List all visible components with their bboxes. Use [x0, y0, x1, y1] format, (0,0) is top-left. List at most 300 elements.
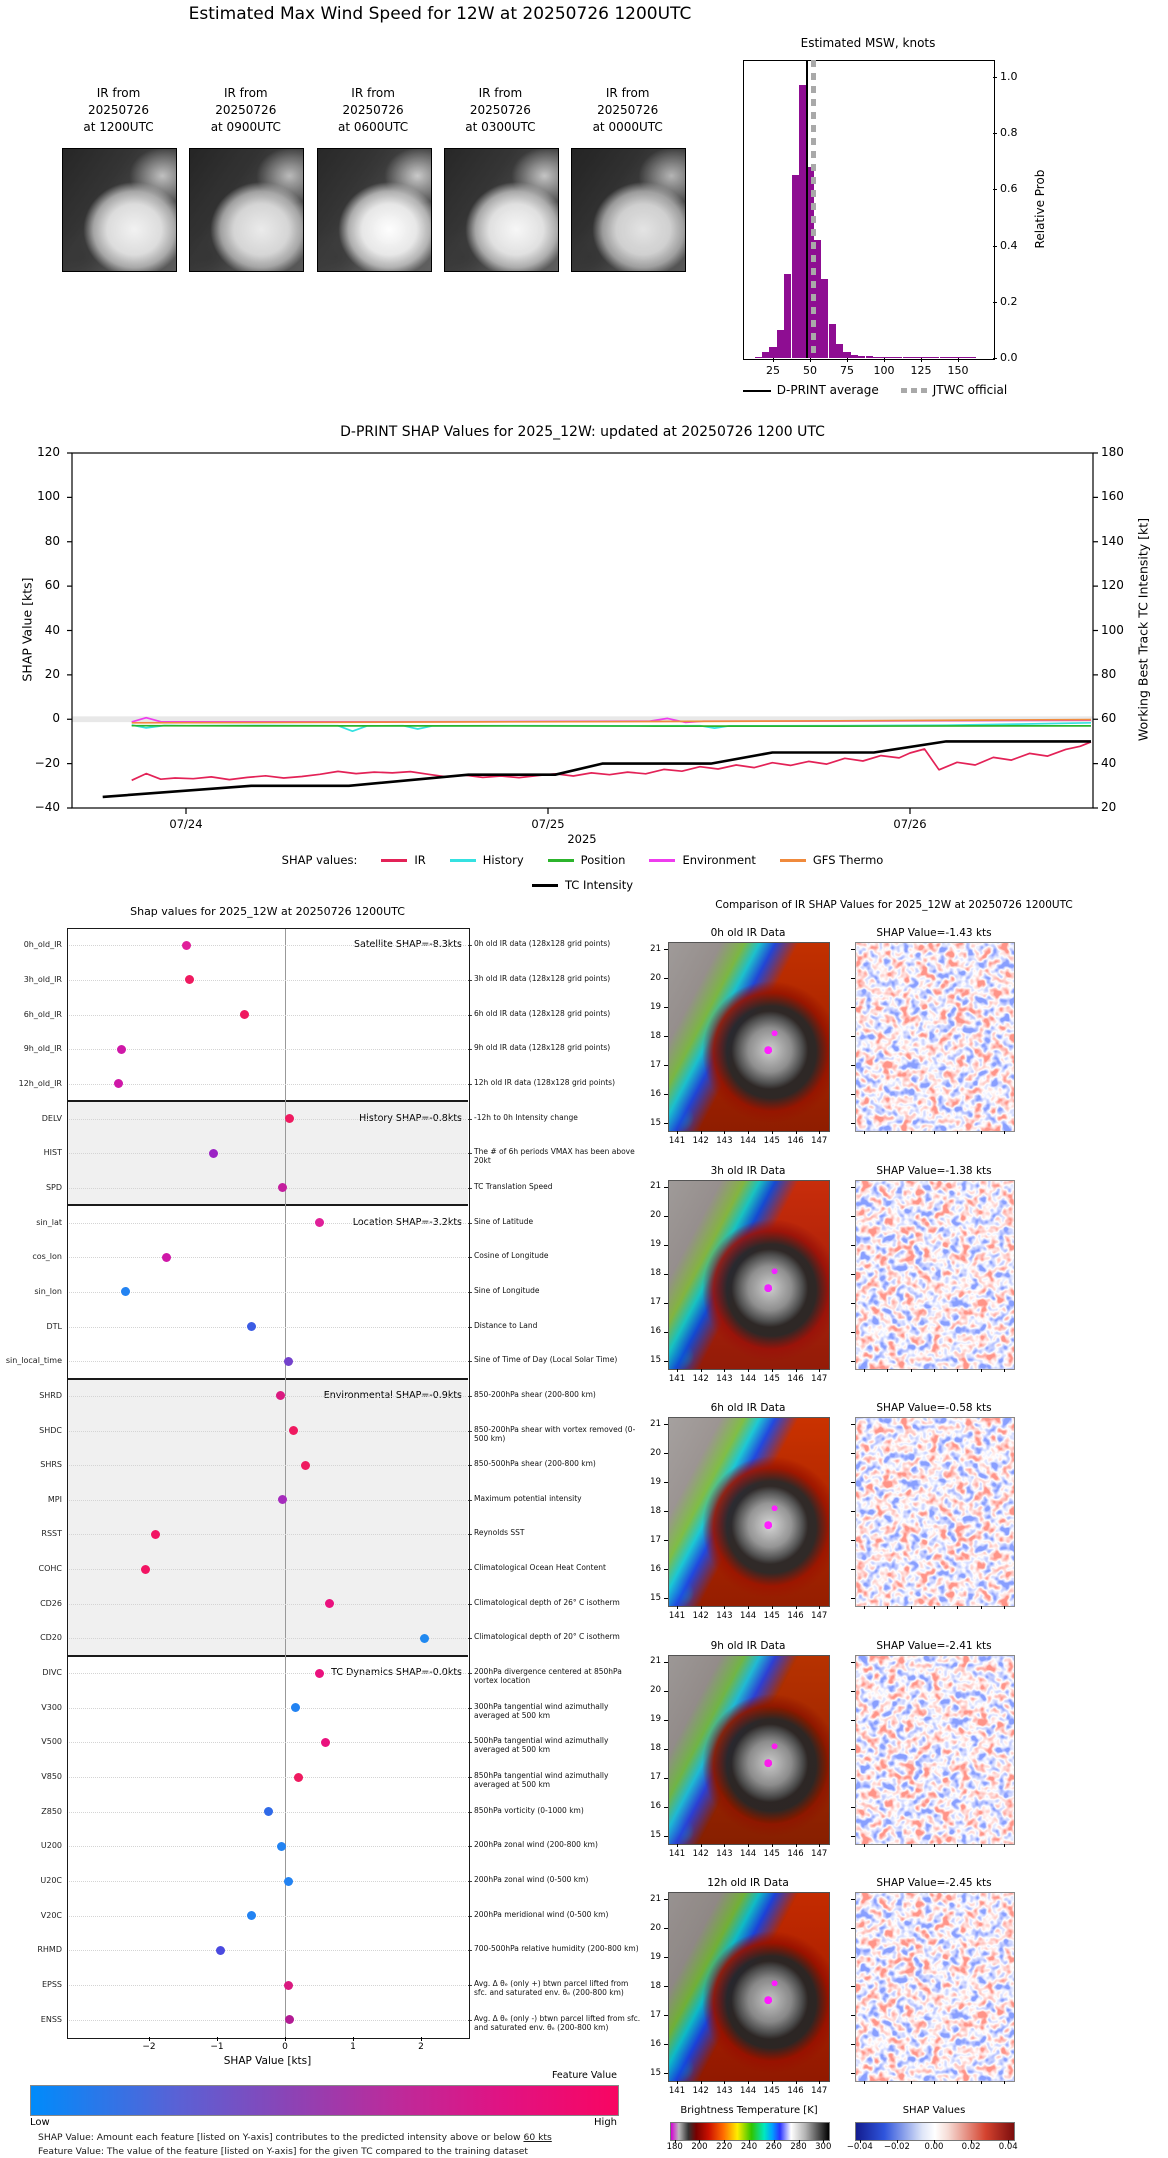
shap-map-xtick-mark — [957, 1844, 958, 1847]
shap-map-xtick-mark — [887, 1606, 888, 1609]
shap-map-xtick-mark — [864, 1606, 865, 1609]
histogram-ytick-label: 1.0 — [1000, 70, 1018, 83]
ir-map-ytick-label: 17 — [650, 2009, 661, 2020]
ir-map-xtick-label: 141 — [668, 1611, 686, 1621]
ir-map-ytick-label: 17 — [650, 1297, 661, 1307]
histogram-xtick-label: 150 — [947, 364, 969, 377]
shap-map-title: SHAP Value=-2.45 kts — [876, 1877, 992, 1889]
ir-map-xtick-mark — [772, 1369, 773, 1372]
timeseries-plot-box — [72, 453, 1093, 808]
dotplot-section-label: TC Dynamics SHAP=-0.0kts — [331, 1667, 462, 1679]
right-ytick-label: 20 — [1101, 800, 1117, 814]
shap-noise-field — [856, 943, 1014, 1131]
shap-map-ytick-mark — [851, 1187, 855, 1188]
jtwc-legend-item: JTWC official — [901, 383, 1008, 397]
shap-map-ytick-mark — [851, 2073, 855, 2074]
ir-map-ytick-mark — [664, 2073, 668, 2074]
series-line-ir — [132, 742, 1091, 780]
dotplot-feature-desc: The # of 6h periods VMAX has been above 20kt — [474, 1147, 635, 1166]
ir-map-xtick-mark — [701, 1369, 702, 1372]
timeseries-ylabel-right: Working Best Track TC Intensity [kt] — [1135, 517, 1151, 742]
shap-noise-field — [856, 1418, 1014, 1606]
ir-map-xtick-label: 144 — [739, 1848, 757, 1859]
histogram-title: Estimated MSW, knots — [800, 36, 936, 50]
shap-map-ytick-mark — [851, 1778, 855, 1779]
ir-map-ytick-mark — [664, 1216, 668, 1217]
dotplot-feature-label: SPD — [45, 1182, 62, 1192]
shap-map-xtick-mark — [911, 1131, 912, 1134]
dotplot-feature-label: SHDC — [39, 1425, 62, 1435]
ir-map-ytick-mark — [664, 1569, 668, 1570]
brightness-temperature-colorbar-tick-label: 200 — [691, 2142, 708, 2152]
ir-map-xtick-label: 141 — [668, 2086, 686, 2096]
ir-map-xtick-label: 147 — [811, 1848, 828, 1859]
ir-map-xtick-mark — [724, 1606, 725, 1609]
brightness-temperature-colorbar-tick-label: 180 — [666, 2142, 683, 2152]
ir-map-xtick-label: 142 — [692, 1848, 709, 1859]
right-ytick-label: 140 — [1101, 533, 1124, 548]
shap-map-ytick-mark — [851, 1540, 855, 1541]
ir-map-ytick-mark — [664, 1598, 668, 1599]
ir-map-xtick-label: 141 — [668, 1136, 686, 1146]
ir-map-ytick-mark — [664, 1720, 668, 1721]
histogram-xtick-label: 75 — [840, 364, 854, 377]
right-ytick-label: 60 — [1101, 711, 1117, 726]
ir-map-ytick-mark — [664, 1899, 668, 1900]
xtick-label: 07/25 — [531, 817, 565, 831]
dotplot-xtick-mark — [217, 2037, 218, 2041]
jtwc-official-line — [811, 60, 816, 358]
dotplot-feature-label: ENSS — [40, 2014, 62, 2024]
shap-map-xtick-mark — [911, 1606, 912, 1609]
ir-data-map — [668, 1892, 830, 2082]
featurevalue-colorbar — [30, 2085, 619, 2116]
shap-map-ytick-mark — [851, 978, 855, 979]
dotplot-xtick-mark — [353, 2037, 354, 2041]
ir-map-xtick-label: 142 — [692, 1373, 709, 1384]
ir-data-map — [668, 1655, 830, 1845]
ir-map-xtick-label: 143 — [716, 1373, 733, 1384]
dotplot-feature-label: DELV — [41, 1113, 62, 1123]
ir-map-ytick-label: 19 — [650, 1714, 661, 1724]
shap-values-colorbar-tick-label: −0.02 — [883, 2142, 910, 2152]
dotplot-title: Shap values for 2025_12W at 20250726 1200UTC — [130, 905, 405, 918]
histogram-bar — [836, 344, 843, 358]
shap-noise-rect — [856, 943, 1014, 1131]
ir-map-xtick-label: 145 — [763, 1136, 780, 1146]
ir-map-xtick-label: 144 — [739, 2086, 757, 2096]
dotplot-feature-desc: Sine of Time of Day (Local Solar Time) — [474, 1355, 618, 1365]
shap-map-ytick-mark — [851, 1807, 855, 1808]
shap-values-colorbar-tick-label: −0.04 — [846, 2142, 873, 2152]
dotplot-feature-label: SHRD — [39, 1390, 62, 1400]
series-line-environment — [132, 718, 1091, 723]
ir-map-ytick-mark — [664, 1482, 668, 1483]
dotplot-xtick-mark — [285, 2037, 286, 2041]
ir-satellite-thumbnail — [62, 148, 177, 272]
featurevalue-high-label: High — [594, 2117, 617, 2128]
histogram-xtick-mark — [958, 358, 959, 362]
ir-map-xtick-mark — [724, 2081, 725, 2084]
dotplot-feature-desc: Avg. Δ θₑ (only -) btwn parcel lifted from sfc. and saturated env. θₑ (200-800 km) — [474, 2013, 641, 2032]
shap-map-xtick-mark — [1004, 1369, 1005, 1372]
ir-map-ytick-mark — [664, 1094, 668, 1095]
ir-data-map — [668, 942, 830, 1132]
dotplot-feature-label: sin_lon — [34, 1286, 62, 1296]
featurevalue-footnote: Feature Value: The value of the feature [listed on Y-axis] for the given TC compared to the training dataset — [38, 2146, 528, 2157]
dotplot-feature-label: U20C — [40, 1876, 62, 1886]
dotplot-feature-desc: 200hPa zonal wind (0-500 km) — [474, 1875, 589, 1885]
ir-map-xtick-mark — [772, 1606, 773, 1609]
shap-map-xtick-mark — [957, 1369, 958, 1372]
shap-noise-rect — [856, 1656, 1014, 1844]
left-ytick-label: 20 — [44, 666, 60, 681]
legend-title: SHAP values: — [281, 853, 358, 867]
ir-map-xtick-mark — [724, 1844, 725, 1847]
shap-map-xtick-mark — [934, 1844, 935, 1847]
series-line-history — [132, 723, 1091, 731]
histogram-bar — [829, 324, 836, 358]
dotplot-feature-label: CD26 — [40, 1598, 62, 1608]
histogram-bar — [962, 357, 969, 358]
ir-map-xtick-mark — [701, 1131, 702, 1134]
ir-map-ytick-label: 15 — [650, 2067, 661, 2078]
dotplot-feature-desc: Maximum potential intensity — [474, 1493, 582, 1503]
right-ytick-label: 160 — [1101, 489, 1124, 504]
ir-map-xtick-mark — [724, 1369, 725, 1372]
histogram-xtick-mark — [773, 358, 774, 362]
left-ytick-label: 40 — [44, 622, 60, 637]
left-ytick-label: 60 — [44, 578, 60, 593]
shap-map-title: SHAP Value=-1.43 kts — [876, 927, 992, 939]
ir-map-xtick-mark — [724, 1131, 725, 1134]
histogram-bar — [873, 357, 880, 358]
shap-map-ytick-mark — [851, 1332, 855, 1333]
brightness-temperature-colorbar-tick-label: 240 — [740, 2142, 758, 2152]
ir-map-ytick-mark — [664, 2015, 668, 2016]
histogram-ytick-label: 0.4 — [1000, 238, 1018, 252]
shap-noise-rect — [856, 1418, 1014, 1606]
ir-map-ytick-label: 17 — [650, 1772, 661, 1782]
timeseries-legend-row1 — [72, 853, 1093, 867]
left-ytick-label: 120 — [37, 445, 60, 459]
shap-map-ytick-mark — [851, 1569, 855, 1570]
shap-map-xtick-mark — [864, 1844, 865, 1847]
ir-map-xtick-mark — [796, 1844, 797, 1847]
dotplot-feature-label: CD20 — [40, 1633, 62, 1643]
shap-map-ytick-mark — [851, 1361, 855, 1362]
dotplot-feature-label: DTL — [46, 1321, 62, 1331]
ir-map-xtick-label: 141 — [668, 1373, 686, 1384]
ir-map-xtick-label: 145 — [763, 1848, 780, 1859]
ir-map-ytick-mark — [664, 1957, 668, 1958]
ir-map-ytick-label: 21 — [650, 1893, 661, 1904]
legend-item-history: History — [450, 853, 524, 867]
ir-map-ytick-label: 21 — [650, 1181, 661, 1191]
xtick-label: 07/24 — [169, 817, 203, 831]
ir-map-ytick-label: 20 — [650, 1210, 661, 1220]
dprint-legend-item: D-PRINT average — [743, 383, 879, 397]
dotplot-feature-label: V20C — [40, 1910, 62, 1920]
dotplot-feature-desc: 850-200hPa shear with vortex removed (0-500 km) — [474, 1424, 636, 1443]
ir-map-xtick-label: 147 — [811, 1373, 828, 1384]
shap-map-xtick-mark — [1004, 1844, 1005, 1847]
histogram-bar — [895, 357, 902, 358]
timeseries-title: D-PRINT SHAP Values for 2025_12W: updated at 20250726 1200 UTC — [340, 424, 825, 440]
shap-values-colorbar-label: SHAP Values — [902, 2105, 966, 2116]
shap-map-ytick-mark — [851, 1598, 855, 1599]
histogram-xtick-label: 100 — [873, 364, 895, 377]
ir-map-ytick-label: 16 — [650, 2038, 661, 2049]
dotplot-section-label: Location SHAP=-3.2kts — [352, 1216, 462, 1228]
right-ytick-label: 180 — [1101, 445, 1124, 459]
ir-thumb-label: IR from 20250726 at 0900UTC — [210, 86, 281, 134]
figure-title: Estimated Max Wind Speed for 12W at 20250726 1200UTC — [188, 4, 692, 24]
dotplot-feature-desc: Sine of Latitude — [474, 1216, 534, 1226]
histogram-bar — [851, 355, 858, 358]
histogram-plot-box — [743, 60, 995, 360]
dotplot-feature-label: COHC — [38, 1564, 62, 1574]
shap-map-xtick-mark — [1004, 2081, 1005, 2084]
dotplot-section-label: Environmental SHAP=-0.9kts — [323, 1389, 462, 1401]
ir-map-ytick-label: 19 — [650, 1239, 661, 1249]
ir-map-title: 12h old IR Data — [707, 1877, 789, 1889]
shap-map-xtick-mark — [981, 1844, 982, 1847]
histogram-bar — [821, 279, 828, 358]
dotplot-feature-label: SHRS — [40, 1460, 62, 1470]
dotplot-feature-desc: Climatological depth of 20° C isotherm — [474, 1632, 620, 1642]
dotplot-feature-desc: 850hPa vorticity (0-1000 km) — [474, 1805, 584, 1815]
shap-map-ytick-mark — [851, 1007, 855, 1008]
dotplot-feature-desc: 850-500hPa shear (200-800 km) — [474, 1459, 596, 1469]
shap-map-ytick-mark — [851, 1036, 855, 1037]
legend-item-ir: IR — [381, 853, 425, 867]
ir-map-xtick-mark — [796, 1606, 797, 1609]
shap-map-xtick-mark — [864, 1131, 865, 1134]
ir-map-ytick-mark — [664, 1036, 668, 1037]
ir-map-ytick-label: 21 — [650, 1656, 661, 1666]
shap-map-xtick-mark — [957, 1606, 958, 1609]
shap-map-xtick-mark — [864, 1369, 865, 1372]
ir-map-title: 9h old IR Data — [710, 1639, 786, 1652]
ir-map-title: 0h old IR Data — [710, 927, 786, 939]
shap-map-xtick-mark — [934, 2081, 935, 2084]
ir-map-xtick-label: 147 — [811, 1136, 828, 1146]
dotplot-feature-desc: Cosine of Longitude — [474, 1251, 549, 1261]
shap-noise-field — [856, 1181, 1014, 1369]
histogram-bar — [925, 357, 932, 358]
featurevalue-low-label: Low — [30, 2117, 50, 2128]
jtwc-dash-swatch — [901, 388, 927, 393]
histogram-ytick-mark — [993, 133, 997, 134]
legend-swatch-tc-intensity — [532, 884, 558, 887]
dprint-line-swatch — [743, 390, 771, 392]
left-ytick-label: −40 — [34, 800, 60, 814]
ir-map-ytick-mark — [664, 1332, 668, 1333]
right-ytick-label: 40 — [1101, 755, 1117, 770]
shap-map-ytick-mark — [851, 1065, 855, 1066]
dotplot-xtick-mark — [149, 2037, 150, 2041]
xtick-label: 07/26 — [893, 817, 927, 831]
ir-map-ytick-mark — [664, 1123, 668, 1124]
left-ytick-label: 100 — [37, 489, 60, 504]
histogram-xtick-label: 50 — [803, 364, 817, 377]
dotplot-feature-desc: 9h old IR data (128x128 grid points) — [474, 1043, 611, 1053]
ir-satellite-thumbnail — [189, 148, 304, 272]
dotplot-feature-label: DIVC — [42, 1668, 62, 1678]
histogram-bar — [784, 274, 791, 358]
legend-swatch-ir — [381, 859, 407, 862]
shap-map-ytick-mark — [851, 1453, 855, 1454]
right-ytick-label: 80 — [1101, 666, 1117, 681]
dotplot-feature-desc: 700-500hPa relative humidity (200-800 km) — [474, 1944, 639, 1954]
dotplot-feature-desc: 500hPa tangential wind azimuthally averaged at 500 km — [474, 1736, 609, 1755]
footnote-underline: 60 kts — [523, 2132, 552, 2143]
ir-map-xtick-label: 146 — [787, 2086, 804, 2096]
shap-map-xtick-mark — [911, 1844, 912, 1847]
ir-map-xtick-mark — [819, 2081, 820, 2084]
ir-map-xtick-label: 146 — [787, 1611, 804, 1621]
ir-map-ytick-mark — [664, 1778, 668, 1779]
ir-map-ytick-label: 15 — [650, 1830, 661, 1840]
shap-footnote: SHAP Value: Amount each feature [listed on Y-axis] contributes to the predicted intensity above or below 60 kts — [38, 2132, 552, 2143]
dotplot-feature-desc: Climatological Ocean Heat Content — [474, 1563, 606, 1573]
shap-map-xtick-mark — [934, 1369, 935, 1372]
left-ytick-label: 80 — [44, 533, 60, 548]
histogram-bar — [910, 357, 917, 358]
ir-map-ytick-label: 20 — [650, 1447, 661, 1458]
dotplot-feature-desc: Distance to Land — [474, 1320, 538, 1330]
ir-map-ytick-mark — [664, 1928, 668, 1929]
shap-map-ytick-mark — [851, 1986, 855, 1987]
histogram-ytick-label: 0.6 — [1000, 182, 1018, 196]
ir-map-xtick-mark — [748, 1844, 749, 1847]
histogram-xtick-label: 125 — [910, 364, 932, 377]
ir-map-ytick-mark — [664, 1245, 668, 1246]
ir-satellite-thumbnail — [317, 148, 432, 272]
ir-map-xtick-label: 143 — [716, 1136, 733, 1146]
ir-map-xtick-label: 143 — [716, 2086, 733, 2096]
dotplot-section-label: History SHAP=-0.8kts — [359, 1112, 462, 1124]
ir-map-xtick-label: 142 — [692, 1611, 709, 1621]
ir-map-xtick-label: 146 — [787, 1848, 804, 1859]
dotplot-feature-label: U200 — [40, 1841, 62, 1851]
dotplot-xtick-label: −2 — [142, 2042, 156, 2052]
histogram-ytick-mark — [993, 358, 997, 359]
shap-map-xtick-mark — [934, 1131, 935, 1134]
ir-thumb-label: IR from 20250726 at 0600UTC — [337, 86, 409, 134]
shap-map-ytick-mark — [851, 2044, 855, 2045]
dotplot-feature-desc: 200hPa divergence centered at 850hPa vortex location — [474, 1667, 622, 1686]
histogram-bar — [888, 357, 895, 358]
shap-map-ytick-mark — [851, 949, 855, 950]
dotplot-feature-label: cos_lon — [32, 1252, 62, 1262]
ir-map-xtick-mark — [819, 1369, 820, 1372]
shap-map-xtick-mark — [887, 2081, 888, 2084]
shap-map-ytick-mark — [851, 1216, 855, 1217]
shap-map-title: SHAP Value=-0.58 kts — [876, 1402, 992, 1414]
ir-map-xtick-label: 145 — [763, 2086, 780, 2096]
featurevalue-colorbar-label: Feature Value — [551, 2070, 617, 2081]
ir-map-ytick-label: 15 — [650, 1117, 661, 1128]
left-ytick-label: −20 — [34, 755, 60, 770]
ir-map-xtick-mark — [819, 1606, 820, 1609]
ir-map-xtick-mark — [819, 1131, 820, 1134]
shap-noise-rect — [856, 1893, 1014, 2081]
ir-map-xtick-mark — [748, 1131, 749, 1134]
ir-map-ytick-label: 21 — [650, 1418, 661, 1429]
histogram-ytick-mark — [993, 246, 997, 247]
ir-map-xtick-mark — [772, 2081, 773, 2084]
ir-map-ytick-mark — [664, 2044, 668, 2045]
ir-map-xtick-mark — [772, 1844, 773, 1847]
histogram-ytick-mark — [993, 189, 997, 190]
histogram-bar — [866, 356, 873, 358]
ir-map-xtick-label: 141 — [668, 1848, 686, 1859]
dotplot-feature-label: V300 — [41, 1702, 62, 1712]
shap-map-xtick-mark — [864, 2081, 865, 2084]
shap-map-xtick-mark — [957, 1131, 958, 1134]
ir-map-xtick-mark — [701, 1844, 702, 1847]
shap-map-xtick-mark — [887, 1369, 888, 1372]
histogram-xtick-mark — [921, 358, 922, 362]
ir-map-ytick-mark — [664, 1187, 668, 1188]
ir-satellite-thumbnail — [444, 148, 559, 272]
ir-map-ytick-label: 17 — [650, 1534, 661, 1545]
shap-map-ytick-mark — [851, 1749, 855, 1750]
ir-map-xtick-mark — [748, 2081, 749, 2084]
ir-map-ytick-label: 16 — [650, 1088, 661, 1099]
dotplot-feature-label: V500 — [41, 1737, 62, 1747]
left-ytick-label: 0 — [52, 711, 60, 726]
shap-values-colorbar — [855, 2122, 1015, 2141]
ir-map-ytick-label: 18 — [650, 1980, 661, 1991]
ir-map-xtick-label: 147 — [811, 2086, 828, 2096]
shap-values-map — [855, 1180, 1015, 1370]
shap-noise-field — [856, 1656, 1014, 1844]
shap-noise-field — [856, 1893, 1014, 2081]
dotplot-feature-desc: Climatological depth of 26° C isotherm — [474, 1597, 620, 1607]
legend-swatch-gfs-thermo — [780, 859, 806, 862]
histogram-ytick-label: 0.2 — [1000, 294, 1018, 308]
shap-map-ytick-mark — [851, 1482, 855, 1483]
histogram-bar — [932, 357, 939, 358]
ir-map-ytick-label: 18 — [650, 1030, 661, 1041]
ir-map-ytick-label: 17 — [650, 1059, 661, 1070]
shap-map-ytick-mark — [851, 1424, 855, 1425]
dotplot-feature-label: MPI — [47, 1494, 62, 1504]
dotplot-xtick-label: 0 — [282, 2042, 288, 2052]
ir-map-xtick-label: 145 — [763, 1611, 780, 1621]
dotplot-feature-label: RSST — [41, 1529, 62, 1539]
shap-map-xtick-mark — [981, 1606, 982, 1609]
ir-data-map — [668, 1417, 830, 1607]
shap-map-xtick-mark — [1004, 1606, 1005, 1609]
shap-map-ytick-mark — [851, 1720, 855, 1721]
legend-swatch-history — [450, 859, 476, 862]
ir-map-xtick-label: 146 — [787, 1373, 804, 1384]
ir-map-ytick-label: 18 — [650, 1268, 661, 1278]
ir-map-xtick-label: 143 — [716, 1611, 733, 1621]
ir-map-ytick-mark — [664, 1303, 668, 1304]
timeseries-xlabel: 2025 — [567, 832, 597, 846]
ir-map-xtick-label: 144 — [739, 1373, 757, 1384]
brightness-temperature-colorbar-label: Brightness Temperature [K] — [680, 2105, 818, 2116]
dotplot-feature-label: 3h_old_IR — [23, 974, 62, 984]
ir-map-xtick-label: 144 — [739, 1611, 757, 1621]
shap-values-map — [855, 1892, 1015, 2082]
ir-map-xtick-mark — [796, 1131, 797, 1134]
